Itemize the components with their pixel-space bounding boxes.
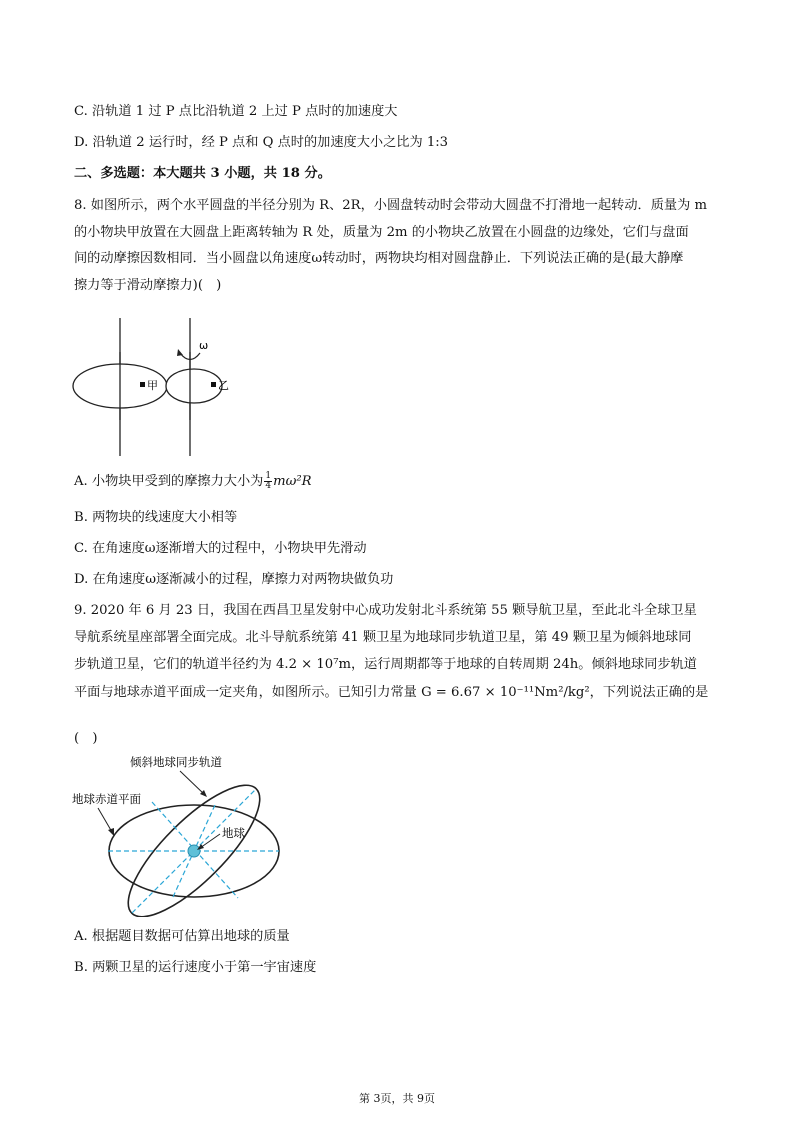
q8-line-2: 的小物块甲放置在大圆盘上距离转轴为 R 处，质量为 2m 的小物块乙放置在小圆盘的边缘处，它们与盘面 [74,225,689,240]
incline-orbit-label: 倾斜地球同步轨道 [130,755,222,769]
q8-option-b: B. 两物块的线速度大小相等 [74,510,238,525]
q8-option-a-prefix: A. 小物块甲受到的摩擦力大小为 [74,474,264,489]
prev-option-c: C. 沿轨道 1 过 P 点比沿轨道 2 上过 P 点时的加速度大 [74,104,398,119]
prev-option-d: D. 沿轨道 2 运行时，经 P 点和 Q 点时的加速度大小之比为 1:3 [74,135,449,150]
yi-label: 乙 [218,379,229,392]
q8-option-c: C. 在角速度ω逐渐增大的过程中，小物块甲先滑动 [74,541,367,556]
q9-line-5: ( ) [74,731,98,746]
q8-option-a [74,472,312,492]
q8-line-3: 间的动摩擦因数相同．当小圆盘以角速度ω转动时，两物块均相对圆盘静止．下列说法正确的是(最大静摩 [74,251,684,266]
q8-option-d: D. 在角速度ω逐渐减小的过程，摩擦力对两物块做负功 [74,572,394,587]
q9-line-4: 平面与地球赤道平面成一定夹角，如图所示。已知引力常量 G = 6.67 × 10⁻¹¹Nm²/kg²，下列说法正确的是 [74,685,709,700]
q9-line-2: 导航系统星座部署全面完成。北斗导航系统第 41 颗卫星为地球同步轨道卫星，第 49 颗卫星为倾斜地球同 [74,630,692,645]
q8-line-4: 擦力等于滑动摩擦力)( ) [74,278,222,293]
q9-option-b: B. 两颗卫星的运行速度小于第一宇宙速度 [74,960,317,975]
q8-option-a-tail: mω²R [273,474,312,489]
block-jia [140,382,145,387]
q9-option-a: A. 根据题目数据可估算出地球的质量 [74,929,290,944]
omega-label: ω [199,339,209,352]
q9-orbit-figure [70,752,290,917]
jia-label: 甲 [147,379,158,392]
fraction-num: 1 [265,471,272,481]
fraction-den: 4 [265,481,272,491]
section-title: 二、多选题：本大题共 3 小题，共 18 分。 [74,166,331,181]
page-footer: 第 3页，共 9页 [359,1092,435,1105]
block-yi [211,382,216,387]
earth-icon [188,845,200,857]
fraction [264,472,272,491]
q9-line-1: 9. 2020 年 6 月 23 日，我国在西昌卫星发射中心成功发射北斗系统第 55 颗导航卫星，至此北斗全球卫星 [74,603,697,618]
q8-disc-figure [70,318,240,456]
equator-plane-label: 地球赤道平面 [72,792,141,806]
q8-line-1: 8. 如图所示，两个水平圆盘的半径分别为 R、2R，小圆盘转动时会带动大圆盘不打滑地一起转动．质量为 m [74,198,707,213]
q9-line-3: 步轨道卫星，它们的轨道半径约为 4.2 × 10⁷m，运行周期都等于地球的自转周期 24h。倾斜地球同步轨道 [74,657,697,672]
earth-label: 地球 [222,826,245,840]
